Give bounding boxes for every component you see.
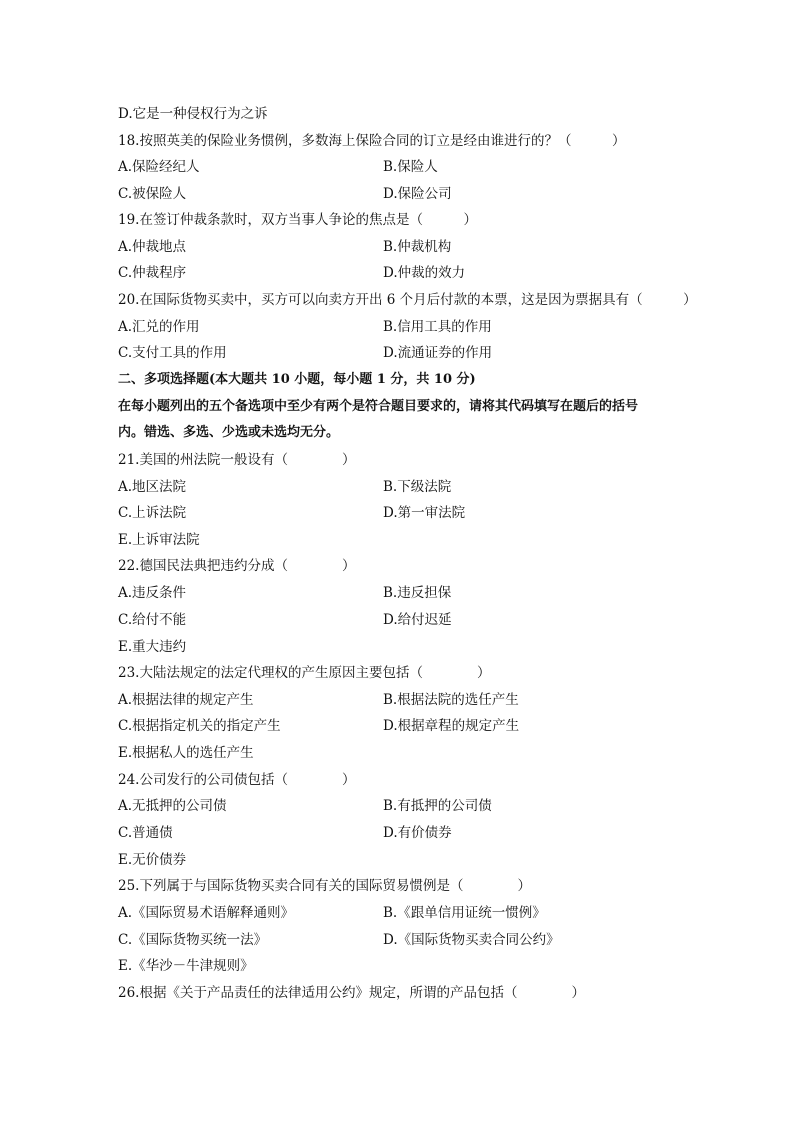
q24-option-a: A.无抵押的公司债 bbox=[118, 798, 227, 814]
q19-options-row2 bbox=[118, 260, 718, 286]
q25-option-a: A.《国际贸易术语解释通则》 bbox=[118, 905, 295, 921]
q23-option-b: B.根据法院的选任产生 bbox=[383, 692, 519, 708]
q21-option-e: E.上诉审法院 bbox=[118, 532, 200, 548]
q19-option-b: B.仲裁机构 bbox=[383, 239, 452, 255]
q17-option-d: D.它是一种侵权行为之诉 bbox=[118, 106, 268, 122]
q18-option-a: A.保险经纪人 bbox=[118, 159, 200, 175]
q18-stem: 18.按照英美的保险业务惯例，多数海上保险合同的订立是经由谁进行的？（ ） bbox=[118, 133, 626, 149]
q23-option-e: E.根据私人的选任产生 bbox=[118, 745, 254, 761]
q24-stem: 24.公司发行的公司债包括（ ） bbox=[118, 772, 356, 788]
q23-option-d: D.根据章程的规定产生 bbox=[383, 718, 520, 734]
q24-option-b: B.有抵押的公司债 bbox=[383, 798, 492, 814]
q20-option-b: B.信用工具的作用 bbox=[383, 319, 492, 335]
q22-option-a: A.违反条件 bbox=[118, 585, 187, 601]
q22-option-c: C.给付不能 bbox=[118, 612, 187, 628]
q22-options-row2 bbox=[118, 607, 718, 633]
q25-stem: 25.下列属于与国际货物买卖合同有关的国际贸易惯例是（ ） bbox=[118, 878, 531, 894]
q26-stem: 26.根据《关于产品责任的法律适用公约》规定，所谓的产品包括（ ） bbox=[118, 985, 585, 1001]
q22-option-e: E.重大违约 bbox=[118, 639, 187, 655]
q19-option-c: C.仲裁程序 bbox=[118, 265, 187, 281]
section-instruction-line2: 内。错选、多选、少选或未选均无分。 bbox=[118, 425, 340, 440]
q25-option-e: E.《华沙－牛津规则》 bbox=[118, 958, 254, 974]
q25-options-row1 bbox=[118, 900, 718, 926]
q25-options-row2 bbox=[118, 927, 718, 953]
q24-options-row2 bbox=[118, 820, 718, 846]
q20-options-row1 bbox=[118, 314, 718, 340]
q22-options-row1 bbox=[118, 580, 718, 606]
q19-option-d: D.仲裁的效力 bbox=[383, 265, 466, 281]
q22-option-b: B.违反担保 bbox=[383, 585, 452, 601]
q25-option-c: C.《国际货物买统一法》 bbox=[118, 932, 268, 948]
q20-option-c: C.支付工具的作用 bbox=[118, 345, 227, 361]
q23-options-row1 bbox=[118, 687, 718, 713]
q20-stem: 20.在国际货物买卖中，买方可以向卖方开出 6 个月后付款的本票，这是因为票据具有（ ） bbox=[118, 292, 697, 308]
q21-options-row1 bbox=[118, 474, 718, 500]
q24-option-c: C.普通债 bbox=[118, 825, 173, 841]
q21-option-d: D.第一审法院 bbox=[383, 505, 466, 521]
q22-stem: 22.德国民法典把违约分成（ ） bbox=[118, 558, 356, 574]
q24-option-e: E.无价债券 bbox=[118, 852, 187, 868]
q23-options-row2 bbox=[118, 713, 718, 739]
q18-option-d: D.保险公司 bbox=[383, 186, 452, 202]
q18-option-c: C.被保险人 bbox=[118, 186, 187, 202]
q21-option-b: B.下级法院 bbox=[383, 479, 452, 495]
q24-options-row1 bbox=[118, 793, 718, 819]
q21-options-row2 bbox=[118, 500, 718, 526]
q19-option-a: A.仲裁地点 bbox=[118, 239, 187, 255]
q18-options-row2 bbox=[118, 181, 718, 207]
q18-options-row1 bbox=[118, 154, 718, 180]
q21-option-a: A.地区法院 bbox=[118, 479, 187, 495]
section-instruction-line1: 在每小题列出的五个备选项中至少有两个是符合题目要求的，请将其代码填写在题后的括号 bbox=[118, 399, 639, 414]
q23-option-c: C.根据指定机关的指定产生 bbox=[118, 718, 281, 734]
q20-options-row2 bbox=[118, 340, 718, 366]
q21-option-c: C.上诉法院 bbox=[118, 505, 187, 521]
q18-option-b: B.保险人 bbox=[383, 159, 438, 175]
q21-stem: 21.美国的州法院一般设有（ ） bbox=[118, 452, 356, 468]
q19-stem: 19.在签订仲裁条款时，双方当事人争论的焦点是（ ） bbox=[118, 212, 477, 228]
q20-option-a: A.汇兑的作用 bbox=[118, 319, 200, 335]
q24-option-d: D.有价债券 bbox=[383, 825, 452, 841]
q22-option-d: D.给付迟延 bbox=[383, 612, 452, 628]
section-heading: 二、多项选择题(本大题共 10 小题，每小题 1 分，共 10 分) bbox=[118, 372, 476, 387]
q23-stem: 23.大陆法规定的法定代理权的产生原因主要包括（ ） bbox=[118, 665, 491, 681]
q20-option-d: D.流通证券的作用 bbox=[383, 345, 493, 361]
q19-options-row1 bbox=[118, 234, 718, 260]
q25-option-b: B.《跟单信用证统一惯例》 bbox=[383, 905, 546, 921]
q23-option-a: A.根据法律的规定产生 bbox=[118, 692, 254, 708]
q25-option-d: D.《国际货物买卖合同公约》 bbox=[383, 932, 560, 948]
